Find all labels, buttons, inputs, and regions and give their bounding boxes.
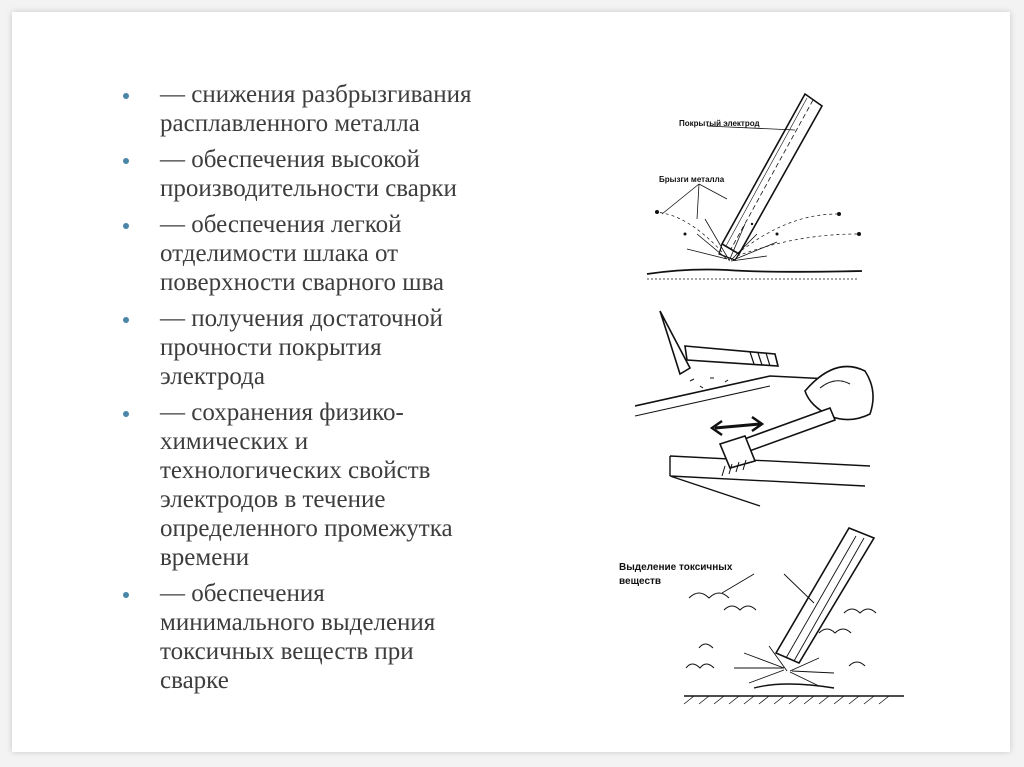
bullet-text: — обеспечения высокой производительности сварки [160, 146, 457, 202]
spatter-electrode-label: Покрытый электрод [679, 119, 760, 128]
bullet-text: — обеспечения минимального выделения токсичных веществ при сварке [160, 580, 436, 694]
bullet-list [120, 80, 620, 702]
bullet-item [120, 210, 620, 297]
bullet-dot-icon [123, 223, 129, 229]
bullet-item [120, 579, 620, 695]
spatter-illustration [627, 84, 877, 294]
bullet-dot-icon [123, 592, 129, 598]
toxic-fumes-illustration [604, 518, 909, 718]
bullet-text: — сохранения физико- химических и технологических свойств электродов в течение определенного промежутка времени [160, 399, 453, 571]
bullet-item [120, 80, 620, 138]
slag-removal-illustration [630, 296, 880, 511]
spatter-metal-label: Брызги металла [659, 175, 725, 184]
bullet-dot-icon [123, 411, 129, 417]
bullet-text: — снижения разбрызгивания расплавленного металла [160, 81, 472, 137]
bullet-dot-icon [123, 317, 129, 323]
toxic-label-line2: веществ [619, 576, 662, 587]
bullet-dot-icon [123, 158, 129, 164]
bullet-item [120, 145, 620, 203]
bullet-text: — получения достаточной прочности покрытия электрода [160, 305, 443, 390]
bullet-dot-icon [123, 93, 129, 99]
bullet-text: — обеспечения легкой отделимости шлака от поверхности сварного шва [160, 211, 445, 296]
bullet-item [120, 304, 620, 391]
slide [12, 12, 1010, 752]
toxic-label-line1: Выделение токсичных [619, 562, 733, 573]
bullet-item [120, 398, 620, 572]
